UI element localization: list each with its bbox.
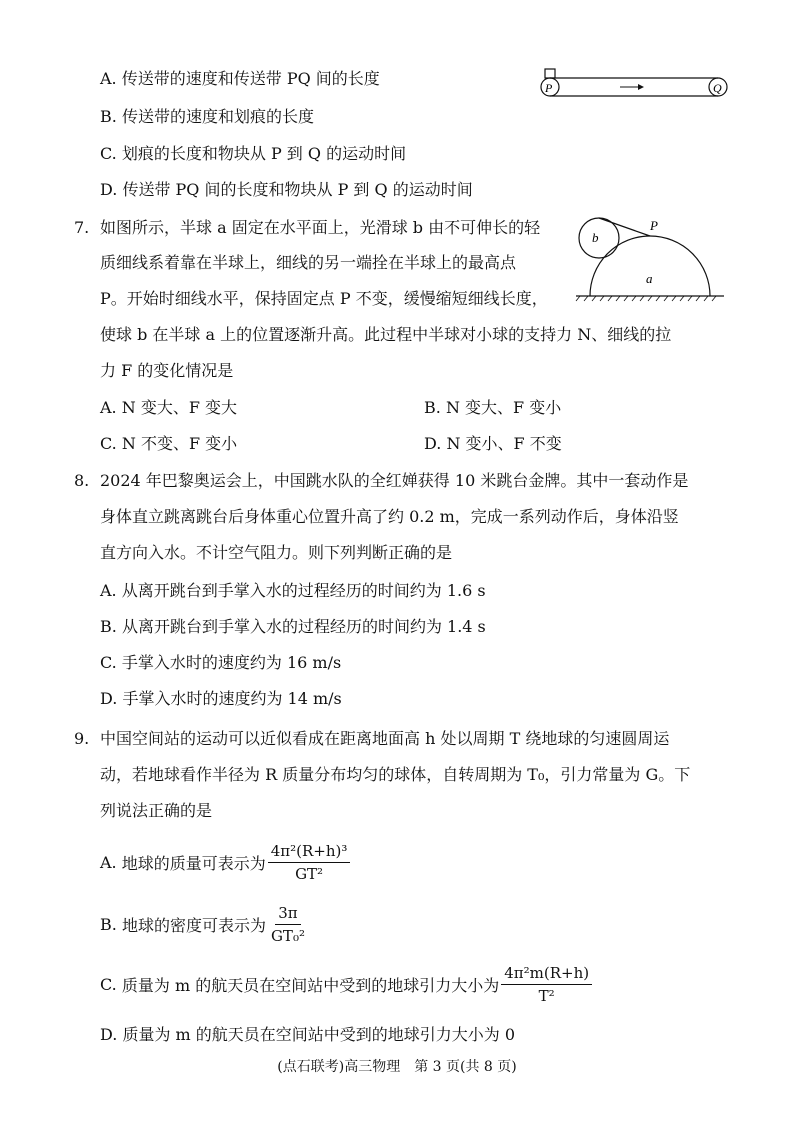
q6-option-a: A. 传送带的速度和传送带 PQ 间的长度 — [100, 69, 380, 88]
string — [599, 218, 650, 236]
q7-line-2: 质细线系着靠在半球上，细线的另一端拴在半球上的最高点 — [100, 253, 517, 272]
block — [545, 69, 555, 78]
q9-b-fraction: $\frac{3\pi}{\text{GT₀²}}$ — [270, 904, 305, 945]
q8-option-a: A. 从离开跳台到手掌入水的过程经历的时间约为 1.6 s — [100, 581, 486, 600]
hemisphere-a — [590, 236, 710, 296]
q8-line-3: 直方向入水。不计空气阻力。则下列判断正确的是 — [100, 543, 453, 562]
q7-option-c: C. N 不变、F 变小 — [100, 434, 238, 453]
q7-line-3: P。开始时细线水平，保持固定点 P 不变，缓慢缩短细线长度， — [100, 289, 548, 308]
q8-option-b: B. 从离开跳台到手掌入水的过程经历的时间约为 1.4 s — [100, 617, 486, 636]
q8-number: 8. — [74, 471, 90, 490]
q8-line-1: 2024 年巴黎奥运会上，中国跳水队的全红婵获得 10 米跳台金牌。其中一套动作是 — [100, 471, 689, 490]
q7-number: 7. — [74, 218, 90, 237]
q9-option-b: B. 地球的密度可表示为 $\frac{3\pi}{\text{GT₀²}}$ — [100, 904, 308, 945]
q9-line-1: 中国空间站的运动可以近似看成在距离地面高 h 处以周期 T 绕地球的匀速圆周运 — [100, 729, 670, 748]
q7-line-5: 力 F 的变化情况是 — [100, 361, 234, 380]
q9-number: 9. — [74, 729, 90, 748]
belt-left-label: P — [545, 81, 553, 95]
q6-option-c: C. 划痕的长度和物块从 P 到 Q 的运动时间 — [100, 144, 407, 163]
q9-line-3: 列说法正确的是 — [100, 801, 213, 820]
point-label: P — [650, 218, 658, 233]
q7-line-4: 使球 b 在半球 a 上的位置逐渐升高。此过程中半球对小球的支持力 N、细线的拉 — [100, 325, 672, 344]
q9-a-fraction: $\frac{\text{4π²(R+h)³}}{\text{GT²}}$ — [268, 842, 351, 883]
q7-line-1: 如图所示，半球 a 固定在水平面上，光滑球 b 由不可伸长的轻 — [100, 218, 541, 237]
q9-option-d: D. 质量为 m 的航天员在空间站中受到的地球引力大小为 0 — [100, 1025, 516, 1044]
q9-option-a: A. 地球的质量可表示为 $\frac{\text{4π²(R+h)³}}{\text{GT²}}$ — [100, 842, 350, 883]
belt-right-label: Q — [713, 81, 722, 95]
q8-line-2: 身体直立跳离跳台后身体重心位置升高了约 0.2 m，完成一系列动作后，身体沿竖 — [100, 507, 679, 526]
ball-b — [579, 218, 619, 258]
page-footer: (点石联考)高三物理 第 3 页(共 8 页) — [277, 1059, 517, 1075]
q9-option-c: C. 质量为 m 的航天员在空间站中受到的地球引力大小为 $\frac{\text{4π²m(R+h)}}{\text{T²}}$ — [100, 964, 592, 1005]
q8-option-d: D. 手掌入水时的速度约为 14 m/s — [100, 689, 342, 708]
hemisphere-label: a — [646, 271, 653, 286]
q7-option-d: D. N 变小、F 不变 — [424, 434, 562, 453]
q6-option-b: B. 传送带的速度和划痕的长度 — [100, 107, 314, 126]
q6-option-d: D. 传送带 PQ 间的长度和物块从 P 到 Q 的运动时间 — [100, 180, 473, 199]
q9-line-2: 动，若地球看作半径为 R 质量分布均匀的球体，自转周期为 T₀，引力常量为 G。下 — [100, 765, 691, 784]
q8-option-c: C. 手掌入水时的速度约为 16 m/s — [100, 653, 342, 672]
ball-label: b — [592, 230, 599, 245]
conveyor-belt-figure — [540, 66, 730, 102]
q7-option-b: B. N 变大、F 变小 — [424, 398, 562, 417]
q9-c-fraction: $\frac{\text{4π²m(R+h)}}{\text{T²}}$ — [501, 964, 592, 1005]
hemisphere-figure — [574, 208, 734, 304]
q7-option-a: A. N 变大、F 变大 — [100, 398, 238, 417]
